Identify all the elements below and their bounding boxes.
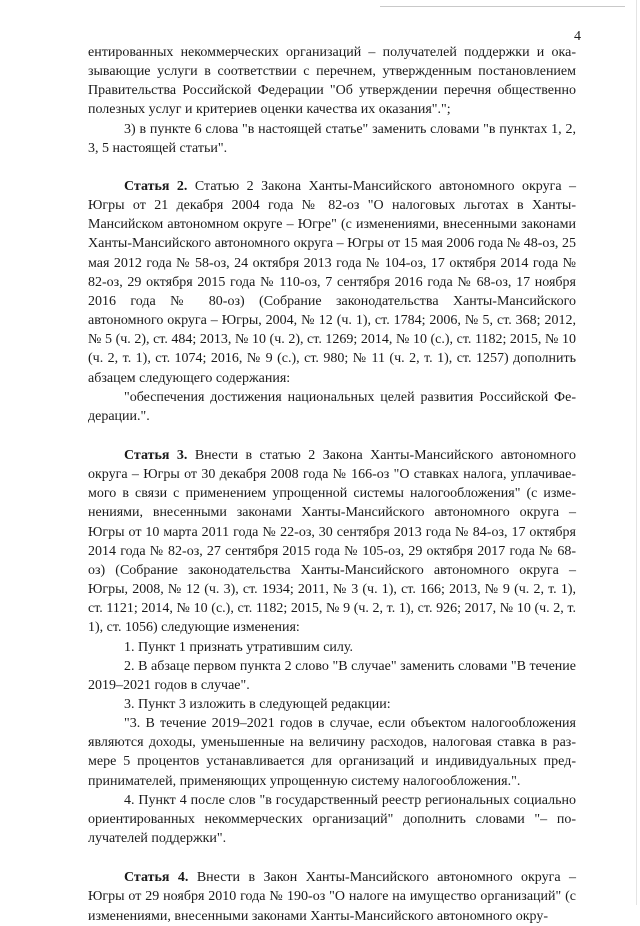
paragraph-item-3: 3) в пункте 6 слова "в настоящей статье" заменить словами "в пунктах 1, 2, 3, 5 настоящей статьи". <box>88 121 576 156</box>
article-2-text: Статью 2 Закона Ханты-Мансийского автономного округа – Югры от 21 декабря 2004 года № 82-оз "О налоговых льготах в Ханты-Мансийском автономном округе – Югре" (с изменениями, внесенными законами Ханты-Мансийского автономного округа – Югры от 15 мая 2006 года № 48-оз, 25 мая 2012 года № 58-оз, 24 октября 2013 года № 104-оз, 17 октября 2014 года № 82-оз, 29 октября 2015 года № 110-оз, 7 сентября 2016 года № 68-оз, 17 ноября 2016 года № 80-оз) (Собрание законодательства Ханты-Мансийского автономного округа – Югры, 2004, № 12 (ч. 1), ст. 1784; 2006, № 5, ст. 368; 2012, № 5 (ч. 2), ст. 484; 2013, № 10 (ч. 2), ст. 1269; 2014, № 10 (с.), ст. 1182; 2015, № 10 (ч. 2, т. 1), ст. 1074; 2016, № 9 (с.), ст. 980; № 11 (ч. 2, т. 1), ст. 1257) дополнить абзацем следующего содержания: <box>88 178 576 386</box>
article-3-paragraph <box>88 446 576 638</box>
page-number: 4 <box>574 29 581 44</box>
article-2-paragraph <box>88 177 576 388</box>
scan-artifact-line <box>380 6 625 7</box>
article-3-item-3-text: "3. В течение 2019–2021 годов в случае, если объектом налогообложения являются доходы, уменьшенные на величину расходов, налоговая ставка в размере 5 процентов устанавливается для организаций и индивидуальных предпринимателей, применяющих упрощенную систему налогообложения.". <box>88 716 576 789</box>
page-edge <box>636 0 637 905</box>
paragraph-continuation: ентированных некоммерческих организаций – получателей поддержки и оказывающие услуги в соответствии с перечнем, утвержденным постановлением Правительства Российской Федерации "Об утверждении перечня общественно полезных услуг и критериев оценки качества их оказания"."; <box>88 45 576 118</box>
article-4-paragraph <box>88 868 576 925</box>
article-4-heading: Статья 4. <box>124 870 189 886</box>
article-3-item-4: 4. Пункт 4 после слов "в государственный реестр региональных социально ориентированных некоммерческих организаций" дополнить словами "– получателей поддержки". <box>88 792 576 847</box>
article-2-addition: "обеспечения достижения национальных целей развития Российской Федерации.". <box>88 389 576 424</box>
article-4-text: Внести в Закон Ханты-Мансийского автономного округа – Югры от 29 ноября 2010 года № 190-оз "О налоге на имущество организаций" (с изменениями, внесенными законами Ханты-Мансийского автономного окру- <box>88 870 576 924</box>
article-3-item-1: 1. Пункт 1 признать утратившим силу. <box>124 639 353 655</box>
document-body <box>88 43 576 926</box>
article-3-text: Внести в статью 2 Закона Ханты-Мансийского автономного округа – Югры от 30 декабря 2008 года № 166-оз "О ставках налога, уплачиваемого в связи с применением упрощенной системы налогообложения" (с изменениями, внесенными законами Ханты-Мансийского автономного округа – Югры от 10 марта 2011 года № 22-оз, 30 сентября 2013 года № 84-оз, 17 октября 2014 года № 82-оз, 27 сентября 2015 года № 105-оз, 29 октября 2017 года № 68-оз) (Собрание законодательства Ханты-Мансийского автономного округа – Югры, 2008, № 12 (ч. 3), ст. 1934; 2011, № 3 (ч. 1), ст. 166; 2013, № 9 (ч. 2, т. 1), ст. 1121; 2014, № 10 (с.), ст. 1182; 2015, № 9 (ч. 2, т. 1), ст. 926; 2017, № 10 (ч. 2, т. 1), ст. 1056) следующие изменения: <box>88 447 577 636</box>
article-2-heading: Статья 2. <box>124 178 188 194</box>
article-3-item-2: 2. В абзаце первом пункта 2 слово "В случае" заменить словами "В течение 2019–2021 годов в случае". <box>88 658 576 693</box>
article-3-item-3: 3. Пункт 3 изложить в следующей редакции: <box>124 697 391 712</box>
article-3-heading: Статья 3. <box>124 447 188 463</box>
